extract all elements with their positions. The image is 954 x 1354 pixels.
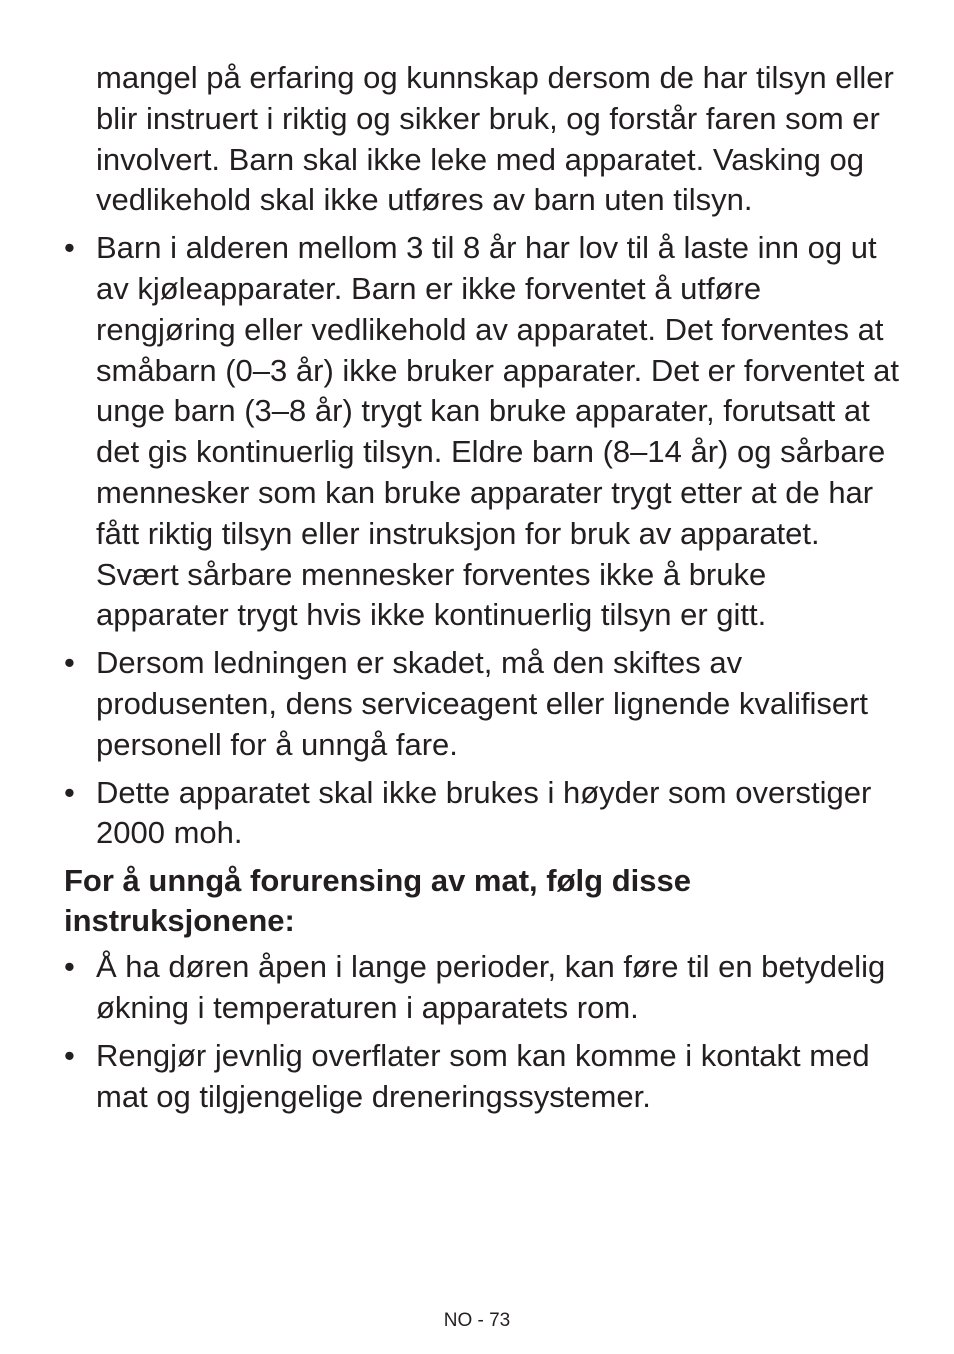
- bullet-marker: •: [64, 1037, 75, 1073]
- list-item-text: Å ha døren åpen i lange perioder, kan føre til en betydelig økning i temperaturen i apparatets rom.: [96, 949, 886, 1025]
- list-item: [64, 1036, 904, 1118]
- page-content: [64, 58, 904, 1124]
- continuation-paragraph: mangel på erfaring og kunnskap dersom de har tilsyn eller blir instruert i riktig og sikker bruk, og forstår faren som er involvert. Barn skal ikke leke med apparatet. Vasking og vedlikehold skal ikke utføres av barn uten tilsyn.: [96, 60, 894, 218]
- bullet-marker: •: [64, 230, 75, 266]
- bullet-marker: •: [64, 949, 75, 985]
- list-item: [64, 947, 904, 1029]
- list-item-text: Barn i alderen mellom 3 til 8 år har lov til å laste inn og ut av kjøleapparater. Barn er ikke forventet å utføre rengjøring eller vedlikehold av apparatet. Det forventes at småbarn (0–3 år) ikke bruker apparater. Det er forventet at unge barn (3–8 år) trygt kan bruke apparater, forutsatt at det gis kontinuerlig tilsyn. Eldre barn (8–14 år) og sårbare mennesker som kan bruke apparater trygt etter at de har fått riktig tilsyn eller instruksjon for bruk av apparatet. Svært sårbare mennesker forventes ikke å bruke apparater trygt hvis ikke kontinuerlig tilsyn er gitt.: [96, 230, 899, 633]
- bullet-list-food-contamination: [64, 947, 904, 1117]
- bullet-list-safety: [64, 228, 904, 854]
- page-number: NO - 73: [443, 1310, 511, 1331]
- list-item-text: Rengjør jevnlig overflater som kan komme i kontakt med mat og tilgjengelige dreneringssystemer.: [96, 1037, 870, 1114]
- list-item: [64, 643, 904, 765]
- bullet-marker: •: [64, 645, 75, 681]
- bullet-marker: •: [64, 774, 75, 810]
- list-item: [64, 773, 904, 855]
- list-item: [64, 228, 904, 636]
- section-heading: For å unngå forurensing av mat, følg disse instruksjonene:: [64, 863, 691, 939]
- list-item-text: Dette apparatet skal ikke brukes i høyder som overstiger 2000 moh.: [96, 774, 872, 851]
- list-item-text: Dersom ledningen er skadet, må den skiftes av produsenten, dens serviceagent eller lignende kvalifisert personell for å unngå fare.: [96, 645, 869, 762]
